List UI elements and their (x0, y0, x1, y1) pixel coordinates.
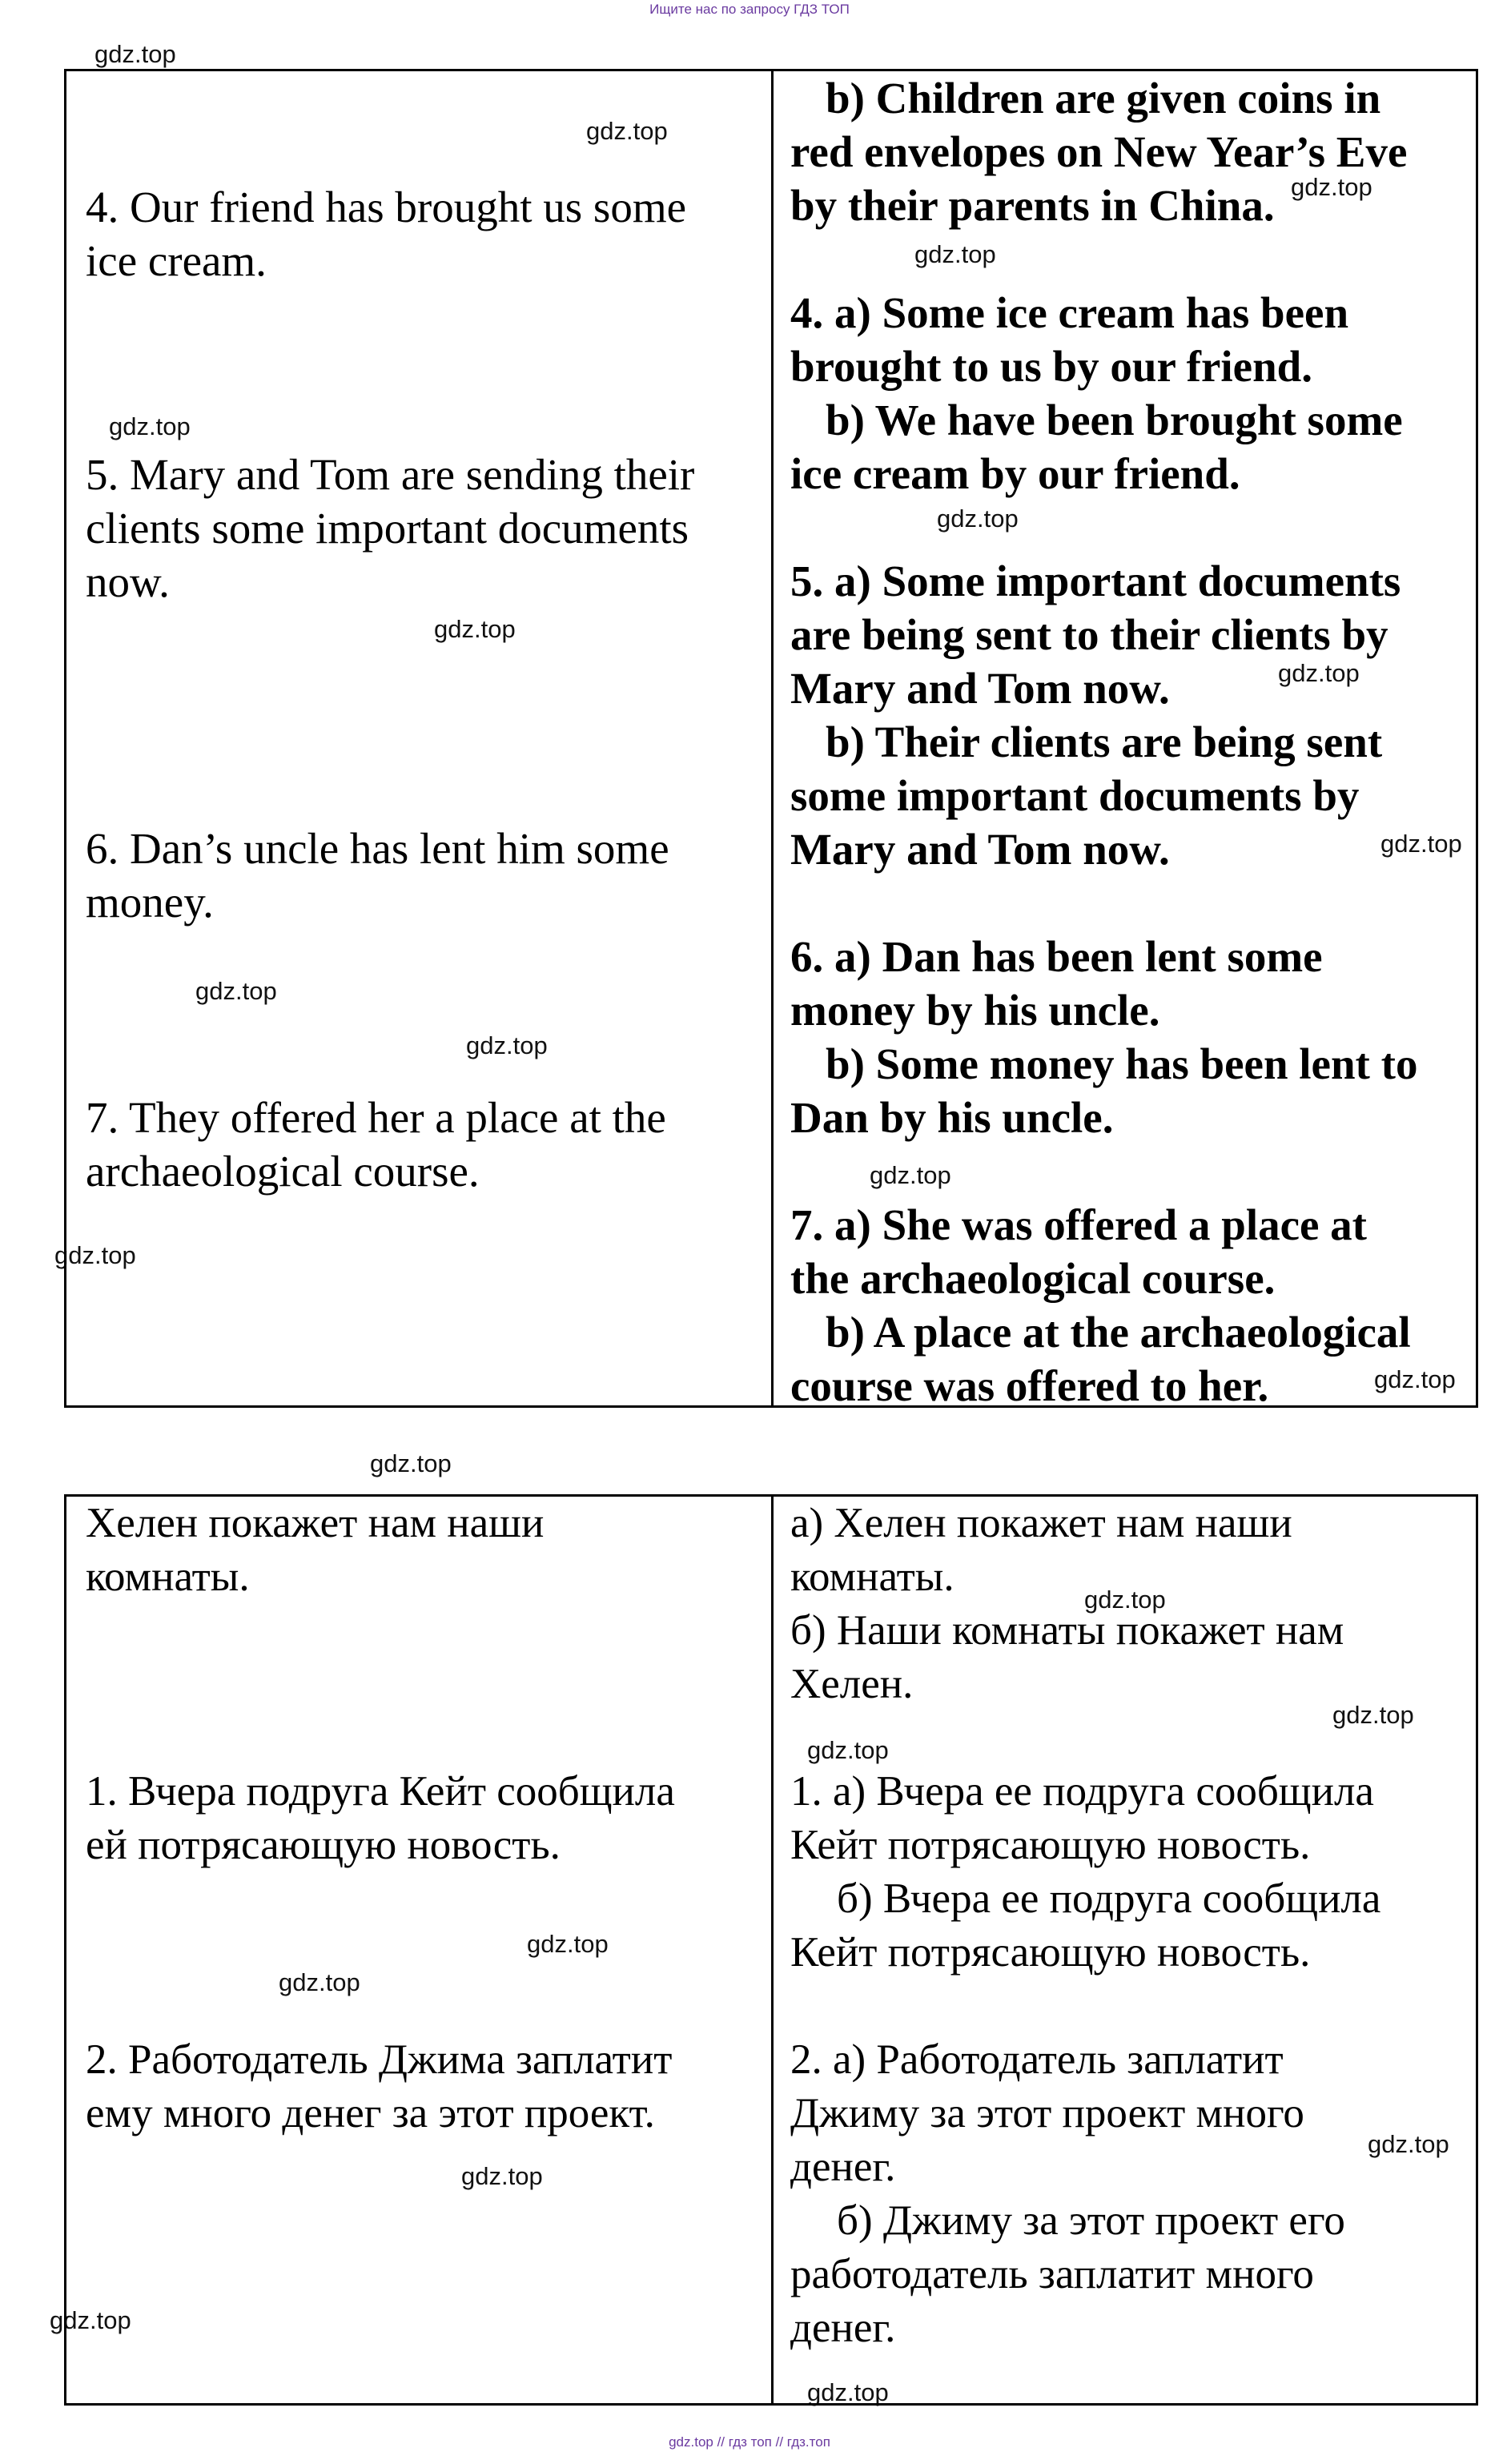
watermark: gdz.top (937, 504, 1019, 533)
exercise-4-question-line: ice cream. (86, 236, 267, 285)
watermark: gdz.top (586, 117, 668, 145)
exercise-2-question-line: ему много денег за этот проект. (86, 2090, 655, 2136)
exercise-5-question-line: clients some important documents (86, 504, 689, 553)
exercise-1-question-line: ей потрясающую новость. (86, 1822, 561, 1868)
exercise-4-answer-line: brought to us by our friend. (790, 342, 1312, 391)
exercise-7-question-line: archaeological course. (86, 1147, 480, 1196)
watermark: gdz.top (807, 1736, 889, 1764)
watermark: gdz.top (94, 40, 176, 68)
example-answer-line: Хелен. (790, 1661, 914, 1707)
watermark: gdz.top (461, 2162, 543, 2190)
answer-table-russian (64, 1494, 1478, 2406)
example-question-line: комнаты. (86, 1554, 250, 1600)
watermark: gdz.top (1332, 1701, 1414, 1729)
exercise-5-answer-line: some important documents by (790, 771, 1360, 820)
exercise-5-answer-line: Mary and Tom now. (790, 825, 1170, 874)
column-divider (771, 71, 774, 1405)
watermark: gdz.top (434, 615, 516, 643)
exercise-4-question-line: 4. Our friend has brought us some (86, 183, 687, 231)
exercise-5-answer-line: Mary and Tom now. (790, 664, 1170, 713)
exercise-1-answer-line: Кейт потрясающую новость. (790, 1929, 1311, 1976)
exercise-7-answer-line: the archaeological course. (790, 1254, 1276, 1303)
exercise-6-question-line: 6. Dan’s uncle has lent him some (86, 824, 669, 873)
watermark: gdz.top (1084, 1586, 1166, 1614)
exercise-3b-answer-line: by their parents in China. (790, 181, 1275, 230)
exercise-2-answer-line: б) Джиму за этот проект его (837, 2197, 1345, 2244)
exercise-3b-answer-line: red envelopes on New Year’s Eve (790, 127, 1408, 176)
exercise-7-question-line: 7. They offered her a place at the (86, 1093, 666, 1142)
exercise-6-answer-line: 6. a) Dan has been lent some (790, 932, 1323, 981)
exercise-6-question-line: money. (86, 878, 214, 927)
exercise-4-answer-line: 4. a) Some ice cream has been (790, 288, 1349, 337)
exercise-4-answer-line: ice cream by our friend. (790, 449, 1240, 498)
exercise-5-question-line: now. (86, 557, 170, 606)
exercise-2-answer-line: Джиму за этот проект много (790, 2090, 1304, 2136)
watermark: gdz.top (195, 977, 277, 1005)
watermark: gdz.top (527, 1930, 609, 1958)
watermark: gdz.top (1380, 830, 1462, 858)
exercise-2-answer-line: денег. (790, 2305, 896, 2351)
exercise-3b-answer-line: b) Children are given coins in (826, 74, 1381, 123)
watermark: gdz.top (1291, 173, 1372, 201)
watermark: gdz.top (109, 412, 191, 440)
example-question-line: Хелен покажет нам наши (86, 1500, 545, 1546)
watermark: gdz.top (807, 2378, 889, 2406)
example-answer-line: б) Наши комнаты покажет нам (790, 1607, 1344, 1654)
example-answer-line: комнаты. (790, 1554, 954, 1600)
exercise-6-answer-line: Dan by his uncle. (790, 1093, 1114, 1142)
column-divider (771, 1497, 774, 2403)
watermark: gdz.top (54, 1241, 136, 1269)
exercise-7-answer-line: b) A place at the archaeological (826, 1308, 1411, 1357)
watermark: gdz.top (1278, 659, 1360, 687)
exercise-1-answer-line: б) Вчера ее подруга сообщила (837, 1875, 1381, 1922)
exercise-2-question-line: 2. Работодатель Джима заплатит (86, 2036, 673, 2083)
exercise-4-answer-line: b) We have been brought some (826, 396, 1403, 444)
exercise-2-answer-line: 2. а) Работодатель заплатит (790, 2036, 1284, 2083)
exercise-7-answer-line: 7. a) She was offered a place at (790, 1200, 1367, 1249)
exercise-5-question-line: 5. Mary and Tom are sending their (86, 450, 695, 499)
watermark: gdz.top (1368, 2130, 1449, 2158)
exercise-2-answer-line: работодатель заплатит много (790, 2251, 1314, 2297)
exercise-1-answer-line: Кейт потрясающую новость. (790, 1822, 1311, 1868)
answer-table-english (64, 69, 1478, 1408)
page-header: Ищите нас по запросу ГДЗ ТОП (649, 2, 850, 17)
watermark: gdz.top (914, 240, 996, 268)
exercise-2-answer-line: денег. (790, 2144, 896, 2190)
page-footer: gdz.top // гдз топ // гдз.топ (669, 2434, 830, 2450)
watermark: gdz.top (466, 1031, 548, 1059)
exercise-1-answer-line: 1. а) Вчера ее подруга сообщила (790, 1768, 1374, 1815)
exercise-5-answer-line: 5. a) Some important documents (790, 557, 1401, 605)
exercise-6-answer-line: b) Some money has been lent to (826, 1039, 1418, 1088)
exercise-1-question-line: 1. Вчера подруга Кейт сообщила (86, 1768, 675, 1815)
exercise-6-answer-line: money by his uncle. (790, 986, 1160, 1035)
watermark: gdz.top (50, 2306, 131, 2334)
watermark: gdz.top (370, 1449, 452, 1477)
watermark: gdz.top (870, 1161, 951, 1189)
watermark: gdz.top (1374, 1365, 1456, 1393)
exercise-5-answer-line: b) Their clients are being sent (826, 717, 1383, 766)
exercise-7-answer-line: course was offered to her. (790, 1361, 1269, 1410)
watermark: gdz.top (279, 1968, 360, 1996)
exercise-5-answer-line: are being sent to their clients by (790, 610, 1388, 659)
example-answer-line: а) Хелен покажет нам наши (790, 1500, 1292, 1546)
